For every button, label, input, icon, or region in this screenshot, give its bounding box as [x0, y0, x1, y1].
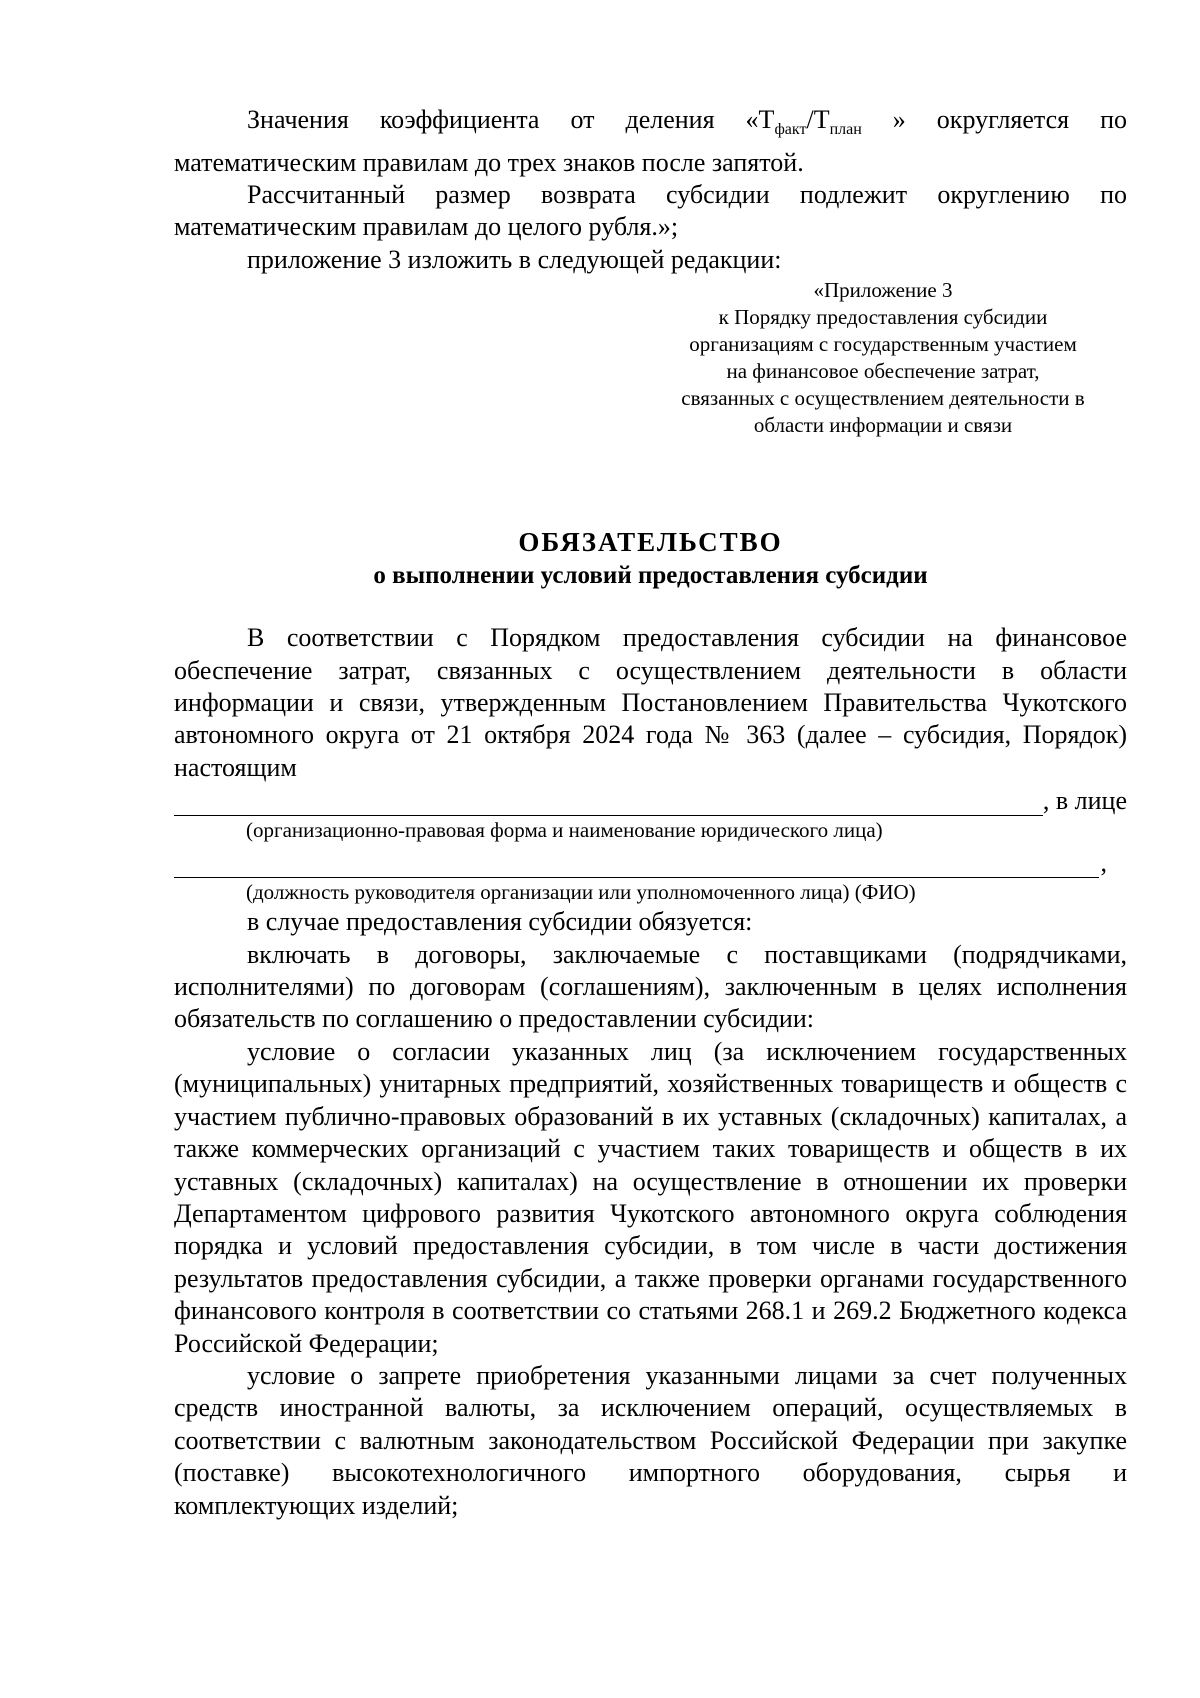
appendix-line: области информации и связи [753, 413, 1013, 438]
appendix-line: к Порядку предоставления субсидии [718, 305, 1048, 330]
coefficient-text-end: » округляется по математическим правилам до трех знаков после запятой. [174, 105, 1128, 177]
obligation-item-currency: условие о запрете приобретения указанными лицами за счет полученных средств иностранной валюты, за исключением операций, осуществляемых в соответствии с валютным законодательством Российской Федерации при закупке (поставке) высокотехнологичного импортного оборудования, сырья и комплектующих изделий; [174, 1360, 1127, 1520]
organization-blank-row [174, 784, 1127, 816]
document-title: ОБЯЗАТЕЛЬСТВО [518, 527, 783, 558]
appendix-line: на финансовое обеспечение затрат, [726, 359, 1040, 384]
appendix-line: организациям с государственным участием [689, 332, 1077, 357]
appendix-intro-paragraph: приложение 3 изложить в следующей редакции: [247, 244, 782, 274]
subscript-plan: план [829, 121, 862, 139]
organization-caption: (организационно-правовая форма и наименование юридического лица) [246, 818, 883, 843]
appendix-header [658, 277, 1108, 439]
intro-paragraph: В соответствии с Порядком предоставления субсидии на финансовое обеспечение затрат, связанных с осуществлением деятельности в области информации и связи, утвержденным Постановлением Правительства Чукотского автономного округа от 21 октября 2024 года № 363 (далее – субсидия, Порядок) настоящим [174, 623, 1127, 782]
obligation-item-contracts: включать в договоры, заключаемые с поставщиками (подрядчиками, исполнителями) по договорам (соглашениям), заключенным в целях исполнения обязательств по соглашению о предоставлении субсидии: [174, 939, 1127, 1034]
appendix-line: «Приложение 3 [813, 278, 953, 303]
in-person-label: , в лице [1042, 786, 1127, 816]
subscript-fact: факт [774, 121, 807, 139]
organization-blank-line[interactable] [174, 793, 1043, 816]
representative-blank-row [174, 846, 1127, 878]
representative-blank-line[interactable] [174, 855, 1099, 878]
representative-caption: (должность руководителя организации или уполномоченного лица) (ФИО) [246, 880, 916, 905]
coefficient-paragraph [174, 104, 1127, 179]
coefficient-text-mid: /Т [806, 105, 830, 134]
appendix-line: связанных с осуществлением деятельности в [681, 386, 1085, 411]
obligation-line: в случае предоставления субсидии обязуется: [247, 907, 753, 937]
document-subtitle: о выполнении условий предоставления субсидии [373, 562, 928, 590]
comma-label: , [1100, 848, 1107, 878]
rounding-paragraph: Рассчитанный размер возврата субсидии подлежит округлению по математическим правилам до целого рубля.»; [174, 180, 1127, 242]
coefficient-text-start: Значения коэффициента от деления «Т [247, 105, 775, 134]
obligation-item-consent: условие о согласии указанных лиц (за исключением государственных (муниципальных) унитарных предприятий, хозяйственных товариществ и обществ с участием публично-правовых образований в их уставных (складочных) капиталах, а также коммерческих организаций с участием таких товариществ и обществ в их уставных (складочных) капиталах) на осуществление в отношении их проверки Департаментом цифрового развития Чукотского автономного округа соблюдения порядка и условий предоставления субсидии, в том числе в части достижения результатов предоставления субсидии, а также проверки органами государственного финансового контроля в соответствии со статьями 268.1 и 269.2 Бюджетного кодекса Российской Федерации; [174, 1036, 1127, 1358]
